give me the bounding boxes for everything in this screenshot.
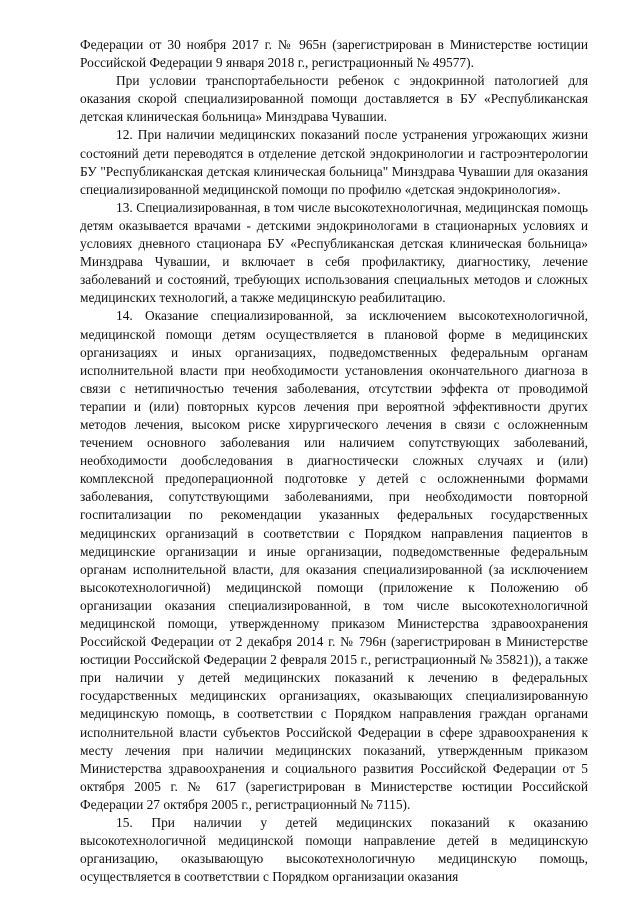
paragraph-12: 12. При наличии медицинских показаний после устранения угрожающих жизни состояний дети переводятся в отделение детской эндокринологии и гастроэнтерологии БУ "Республиканская детская клиническая больница" Минздрава Чувашии для оказания специализированной медицинской помощи по профилю «детская эндокринология».	[80, 127, 588, 197]
paragraph-continuation: Федерации от 30 ноября 2017 г. № 965н (зарегистрирован в Министерстве юстиции Российской Федерации 9 января 2018 г., регистрационный № 49577).	[80, 37, 588, 71]
paragraph-14: 14. Оказание специализированной, за исключением высокотехнологичной, медицинской помощи детям осуществляется в плановой форме в медицинских организациях и иных организациях, подведомственных федеральным органам исполнительной власти при необходимости установления окончательного диагноза в связи с нетипичностью течения заболевания, отсутствии эффекта от проводимой терапии и (или) повторных курсов лечения при вероятной эффективности других методов лечения, высоком риске хирургического лечения в связи с осложненным течением основного заболевания или наличием сопутствующих заболеваний, необходимости дообследования в диагностически сложных случаях и (или) комплексной предоперационной подготовке у детей с осложненными формами заболевания, сопутствующими заболеваниями, при необходимости повторной госпитализации по рекомендации указанных федеральных государственных медицинских организаций в соответствии с Порядком направления пациентов в медицинские организации и иные организации, подведомственные федеральным органам исполнительной власти, для оказания специализированной (за исключением высокотехнологичной) медицинской помощи (приложение к Положению об организации оказания специализированной, в том числе высокотехнологичной медицинской помощи, утвержденному приказом Министерства здравоохранения Российской Федерации от 2 декабря 2014 г. № 796н (зарегистрирован в Министерстве юстиции Российской Федерации 2 февраля 2015 г., регистрационный № 35821)), а также при наличии у детей медицинских показаний к лечению в федеральных государственных медицинских организациях, оказывающих специализированную медицинскую помощь, в соответствии с Порядком направления граждан органами исполнительной власти субъектов Российской Федерации в сфере здравоохранения к месту лечения при наличии медицинских показаний, утвержденным приказом Министерства здравоохранения и социального развития Российской Федерации от 5 октября 2005 г. № 617 (зарегистрирован в Министерстве юстиции Российской Федерации 27 октября 2005 г., регистрационный № 7115).	[80, 308, 588, 812]
paragraph-15: 15. При наличии у детей медицинских показаний к оказанию высокотехнологичной медицинской помощи направление детей в медицинскую организацию, оказывающую высокотехнологичную медицинскую помощь, осуществляется в соответствии с Порядком организации оказания	[80, 815, 588, 885]
paragraph-13: 13. Специализированная, в том числе высокотехнологичная, медицинская помощь детям оказывается врачами - детскими эндокринологами в стационарных условиях и условиях дневного стационара БУ «Республиканская детская клиническая больница» Минздрава Чувашии, и включает в себя профилактику, диагностику, лечение заболеваний и состояний, требующих использования специальных методов и сложных медицинских технологий, а также медицинскую реабилитацию.	[80, 199, 588, 306]
paragraph-transport: При условии транспортабельности ребенок с эндокринной патологией для оказания скорой специализированной помощи доставляется в БУ «Республиканская детская клиническая больница» Минздрава Чувашии.	[80, 73, 588, 125]
document-page	[80, 36, 588, 886]
